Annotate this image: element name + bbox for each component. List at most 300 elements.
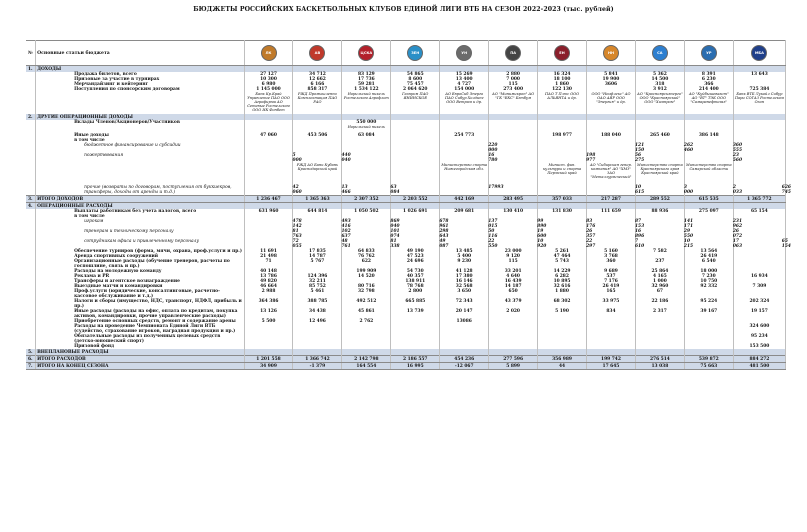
club-logo-icon: МБА xyxy=(751,45,767,61)
table-cell: 2 317 xyxy=(635,309,684,319)
table-cell: 49 087 xyxy=(391,239,440,249)
table-cell: 1 000 xyxy=(635,279,684,284)
table-cell: 198 977 xyxy=(538,153,587,163)
table-cell: 3 650 xyxy=(440,289,489,299)
header-num: № xyxy=(26,41,36,66)
table-cell: 27 127 xyxy=(244,72,293,77)
table-cell: 5 500 xyxy=(244,319,293,324)
club-header-9 xyxy=(684,41,733,66)
table-cell: 2 762 xyxy=(342,319,391,324)
table-cell: 231 962 xyxy=(684,219,733,229)
table-cell: 7 176 xyxy=(587,279,636,284)
table-cell: Норильский никель xyxy=(342,125,391,133)
club-header-7 xyxy=(587,41,636,66)
table-cell xyxy=(733,163,785,185)
table-cell xyxy=(244,143,293,153)
table-cell: 122 130 xyxy=(538,87,587,92)
table-cell: 131 830 xyxy=(538,209,587,214)
table-cell: 324 600 xyxy=(733,324,785,334)
table-cell: 3 912 xyxy=(635,87,684,92)
table-cell xyxy=(489,163,538,185)
table-cell: 858 317 xyxy=(293,87,342,92)
table-cell: 622 xyxy=(342,259,391,269)
table-cell: 63 084 xyxy=(342,185,391,196)
table-cell: 298 643 xyxy=(391,229,440,239)
table-cell: 202 324 xyxy=(733,299,785,309)
table-cell: 42 060 xyxy=(244,185,293,196)
table-cell xyxy=(391,334,440,344)
table-cell: 5 743 xyxy=(538,259,587,269)
table-cell xyxy=(587,324,636,334)
table-cell: 9 120 xyxy=(489,254,538,259)
row-label: Мерчандайзинг и кейтеринг xyxy=(36,82,244,87)
row-label xyxy=(36,125,244,133)
table-cell: 3 768 xyxy=(587,254,636,259)
table-cell: 95 234 xyxy=(733,334,785,344)
row-label: Трансферы и агентское вознаграждение xyxy=(36,279,244,284)
table-cell: 644 814 xyxy=(293,209,342,214)
row-number xyxy=(26,239,36,249)
table-cell: 10 215 xyxy=(635,239,684,249)
table-cell: 15 269 xyxy=(440,72,489,77)
table-cell: 199 742 xyxy=(587,356,636,363)
row-label: Призовой фонд xyxy=(36,344,244,349)
table-cell: 16 896 xyxy=(587,229,636,239)
table-cell: 72 343 xyxy=(440,299,489,309)
table-row xyxy=(26,309,786,319)
table-cell: 19 600 xyxy=(489,229,538,239)
club-header-0 xyxy=(244,41,293,66)
table-cell: 85 752 xyxy=(293,284,342,289)
row-label: Приобретение основных средств, ремонт и содержание арены xyxy=(36,319,244,324)
club-logo-icon: УР xyxy=(701,45,717,61)
table-cell: 214 400 xyxy=(684,87,733,92)
table-cell: 17 835 xyxy=(293,249,342,254)
table-cell: РЖД Промышленно Комплектация ПАО РАО xyxy=(293,92,342,114)
table-cell: 834 xyxy=(587,309,636,319)
row-label: бюджетное финансирование и субсидии xyxy=(36,143,244,153)
row-number xyxy=(26,153,36,163)
table-cell: АО ЕвроСиб Энерго ПАО Сибур Холдинг ООО Ветрам и др. xyxy=(440,92,489,114)
table-cell: 47 523 xyxy=(391,254,440,259)
table-cell: 478 142 xyxy=(244,219,293,229)
table-cell: 22 297 xyxy=(538,239,587,249)
table-cell: 9 230 xyxy=(440,259,489,269)
table-cell: 10 300 xyxy=(244,77,293,82)
row-number xyxy=(26,185,36,196)
club-header-5 xyxy=(489,41,538,66)
table-cell xyxy=(538,143,587,153)
table-cell: 454 236 xyxy=(440,356,489,363)
club-logo-icon: ЛК xyxy=(261,45,277,61)
table-cell xyxy=(684,324,733,334)
table-cell: 283 495 xyxy=(489,196,538,203)
table-cell: 265 460 xyxy=(635,133,684,138)
table-cell: 276 514 xyxy=(635,356,684,363)
table-cell xyxy=(391,324,440,334)
table-cell: 29 550 xyxy=(635,229,684,239)
table-cell: 273 400 xyxy=(489,87,538,92)
row-label: тренерам и техническому персоналу xyxy=(36,229,244,239)
table-row xyxy=(26,229,786,239)
table-cell: 13 739 xyxy=(391,309,440,319)
table-cell: 48 761 xyxy=(293,239,342,249)
club-logo-icon: ЗЕН xyxy=(407,45,423,61)
table-cell: 25 864 xyxy=(635,269,684,274)
table-cell: 154 000 xyxy=(440,87,489,92)
table-cell: 14 187 xyxy=(489,284,538,289)
table-cell: 63 084 xyxy=(342,133,391,138)
table-cell: 81 763 xyxy=(244,229,293,239)
row-label: в том числе xyxy=(36,214,244,219)
table-cell: ООО "Неофлекс" АО ОАО АЯР ООО "Энергия" и др. xyxy=(587,92,636,114)
table-cell: 2 988 xyxy=(244,289,293,299)
table-cell: 49 190 xyxy=(391,249,440,254)
table-cell: 1 145 000 xyxy=(244,87,293,92)
table-cell: 13086 xyxy=(440,319,489,324)
table-cell: 23 000 xyxy=(489,249,538,254)
club-header-4 xyxy=(440,41,489,66)
table-cell xyxy=(684,334,733,344)
table-cell: 537 xyxy=(587,274,636,279)
table-cell xyxy=(684,125,733,133)
table-cell: 17 645 xyxy=(587,363,636,370)
table-cell: 493 416 xyxy=(293,219,342,229)
table-cell: 10 920 xyxy=(489,239,538,249)
row-label xyxy=(36,92,244,114)
table-cell: 19 157 xyxy=(733,309,785,319)
table-cell: 81 338 xyxy=(342,239,391,249)
club-header-6 xyxy=(538,41,587,66)
table-cell: Банк Кр.Край Управление ПАО ООО Агрофирма АО Сетевые Ростелеком ООО ИК Фонбет xyxy=(244,92,293,114)
club-logo-icon: АВ xyxy=(309,45,325,61)
table-cell xyxy=(538,324,587,334)
table-cell: 13 786 xyxy=(244,274,293,279)
row-label: Выездные матчи и командировки xyxy=(36,284,244,289)
table-cell: 115 xyxy=(489,82,538,87)
table-row xyxy=(26,153,786,163)
table-cell: 1 050 502 xyxy=(342,209,391,214)
table-cell: 80 716 xyxy=(342,284,391,289)
table-cell: 92 332 xyxy=(684,284,733,289)
table-cell: 481 500 xyxy=(733,363,785,370)
club-logo-icon: ПА xyxy=(505,45,521,61)
row-number: 7. xyxy=(26,363,36,370)
row-number xyxy=(26,229,36,239)
table-cell: 7 582 xyxy=(635,249,684,254)
row-label: пожертвования xyxy=(36,153,244,163)
table-cell: 631 960 xyxy=(244,209,293,214)
row-label: Продажа билетов, всего xyxy=(36,72,244,77)
table-cell: 39 167 xyxy=(684,309,733,319)
table-cell: 20 147 xyxy=(440,309,489,319)
row-label: ВНЕПЛАНОВЫЕ РАСХОДЫ xyxy=(36,349,244,356)
row-number xyxy=(26,324,36,334)
table-cell: 65 154 xyxy=(733,209,785,214)
table-cell: 356 989 xyxy=(538,356,587,363)
table-cell: 2 800 xyxy=(391,289,440,299)
table-cell: АО "Минимикрон" АО "ГК "ЕКС" Бэтбум xyxy=(489,92,538,114)
table-cell: 16 439 xyxy=(489,279,538,284)
row-number xyxy=(26,219,36,229)
row-label: Иные расходы (расходы на офис, оплата по кредитам, покупка активов, командировки, прочие управленческие расходы) xyxy=(36,309,244,319)
table-cell: 8 600 xyxy=(391,77,440,82)
table-cell: 17 736 xyxy=(342,77,391,82)
table-cell: 17 063 xyxy=(684,239,733,249)
table-cell: 360 xyxy=(587,259,636,269)
table-cell: 7 309 xyxy=(733,284,785,289)
table-cell: 884 272 xyxy=(733,356,785,363)
table-cell: 22 186 xyxy=(635,299,684,309)
table-cell xyxy=(538,125,587,133)
table-cell: 22 550 xyxy=(440,239,489,249)
table-cell: 32 568 xyxy=(440,284,489,289)
table-cell: 83 129 xyxy=(342,72,391,77)
row-label: Организационные расходы (обучение тренеров, расчеты по госпошлине, связь и пр.) xyxy=(36,259,244,269)
table-row xyxy=(26,219,786,229)
table-cell xyxy=(635,324,684,334)
table-cell xyxy=(342,143,391,153)
table-cell xyxy=(391,143,440,153)
club-logo-icon: УН xyxy=(456,45,472,61)
table-cell: 1 201 558 xyxy=(244,356,293,363)
table-cell: 11 691 xyxy=(244,249,293,254)
table-row xyxy=(26,92,786,114)
row-label: Поступления по спонсорским договорам xyxy=(36,87,244,92)
table-cell: 26 072 xyxy=(684,229,733,239)
table-cell: 2 142 798 xyxy=(342,356,391,363)
table-row xyxy=(26,125,786,133)
table-cell: 318 xyxy=(635,82,684,87)
table-cell: 2 203 552 xyxy=(391,196,440,203)
table-cell: 13 466 xyxy=(293,185,342,196)
table-cell: 217 287 xyxy=(587,196,636,203)
table-cell: 2 307 352 xyxy=(342,196,391,203)
table-row xyxy=(26,143,786,153)
table-cell: 26 419 xyxy=(587,284,636,289)
table-cell: 626 745 xyxy=(733,185,785,196)
table-cell: 386 148 xyxy=(684,133,733,138)
table-cell: 10 895 xyxy=(538,279,587,284)
table-cell: 440 040 xyxy=(293,153,342,163)
table-row xyxy=(26,324,786,334)
table-cell: 65 154 xyxy=(733,239,785,249)
row-label: прочие (возвраты по договорам, поступления от буккиекров, трансферы, доходы от аренды и т.д.) xyxy=(36,185,244,196)
table-cell: 76 762 xyxy=(342,254,391,259)
club-header-1 xyxy=(293,41,342,66)
table-row xyxy=(26,196,786,203)
table-cell: 67 xyxy=(635,289,684,299)
table-cell: 87 153 xyxy=(587,219,636,229)
table-cell: 83 176 xyxy=(538,219,587,229)
table-cell: 124 396 xyxy=(293,274,342,279)
table-cell: 102 637 xyxy=(293,229,342,239)
club-header-3 xyxy=(391,41,440,66)
table-cell xyxy=(587,334,636,344)
table-cell: РЖД АО Банк Кубань Краснодарский край xyxy=(293,163,342,185)
table-header-row xyxy=(26,41,786,66)
table-cell: 2 033 xyxy=(684,185,733,196)
row-number: 2. xyxy=(26,114,36,120)
table-cell: 16 780 xyxy=(440,153,489,163)
row-label: Аренда спортивных сооружений xyxy=(36,254,244,259)
table-cell: 47 464 xyxy=(538,254,587,259)
table-cell: 26 419 xyxy=(684,254,733,259)
table-cell: 615 535 xyxy=(684,196,733,203)
table-cell: 14 229 xyxy=(538,269,587,274)
table-cell: 277 596 xyxy=(489,356,538,363)
row-number: 5. xyxy=(26,349,36,356)
table-cell: 12 496 xyxy=(293,319,342,324)
table-cell: 33 201 xyxy=(489,269,538,274)
table-cell: 1 365 363 xyxy=(293,196,342,203)
table-cell: 492 512 xyxy=(342,299,391,309)
table-cell: 650 xyxy=(489,289,538,299)
table-cell: 88 936 xyxy=(635,209,684,214)
row-number xyxy=(26,92,36,114)
table-cell: 14 787 xyxy=(293,254,342,259)
row-label: ИТОГО ДОХОДОВ xyxy=(36,196,244,203)
row-label: Проф.услуги (юридические, консалтинговые, расчетно-кассовое обслуживание и т.д.) xyxy=(36,289,244,299)
table-cell: 5 190 xyxy=(538,309,587,319)
table-cell: 357 033 xyxy=(538,196,587,203)
row-number xyxy=(26,143,36,153)
row-number xyxy=(26,309,36,319)
table-cell: 5 000 xyxy=(244,153,293,163)
row-number xyxy=(26,334,36,344)
table-cell xyxy=(489,334,538,344)
row-label: Налоги и сборы (имущество, НДС, транспорт, НДФЛ, прибыль и пр.) xyxy=(36,299,244,309)
table-cell: ПАО Т Плюс ООО АЛЬЯНТА и др. xyxy=(538,92,587,114)
table-cell: 869 040 xyxy=(342,219,391,229)
table-cell: 137 015 xyxy=(440,219,489,229)
table-cell: 453 506 xyxy=(293,133,342,138)
table-cell: 2 020 xyxy=(489,309,538,319)
row-label: Расходы на проведение Чемпионата Единой Лиги ВТБ (судейство, страхование игроков, наградная продукция и пр.) xyxy=(36,324,244,334)
table-cell: 111 659 xyxy=(587,209,636,214)
table-cell: 209 681 xyxy=(440,209,489,214)
table-cell: 21 498 xyxy=(244,254,293,259)
club-header-8 xyxy=(635,41,684,66)
table-cell: 2 880 xyxy=(489,72,538,77)
table-cell: 550 000 xyxy=(342,120,391,125)
table-cell xyxy=(391,125,440,133)
table-cell xyxy=(733,125,785,133)
table-cell: 59 281 xyxy=(342,82,391,87)
table-cell: АО "Красноярскэнерго" ООО "Красноярский" ООО "Химпром" xyxy=(635,92,684,114)
table-cell: 50 116 xyxy=(440,229,489,239)
row-number: 6. xyxy=(26,356,36,363)
table-cell: 262 460 xyxy=(635,143,684,153)
table-cell xyxy=(440,125,489,133)
table-cell: 13 564 xyxy=(684,249,733,254)
table-cell: 442 169 xyxy=(440,196,489,203)
table-cell: 5 767 xyxy=(293,259,342,269)
table-cell: 165 xyxy=(587,289,636,299)
table-cell: 2 186 557 xyxy=(391,356,440,363)
table-cell xyxy=(489,324,538,334)
row-label: ДОХОДЫ xyxy=(36,66,244,73)
table-cell: 665 885 xyxy=(391,299,440,309)
table-row xyxy=(26,289,786,299)
row-number: 3. xyxy=(26,196,36,203)
table-cell xyxy=(733,259,785,269)
table-cell: Министерство спорта Нижегородская обл. xyxy=(440,163,489,185)
table-cell xyxy=(342,334,391,344)
table-cell xyxy=(538,334,587,344)
table-cell: 254 773 xyxy=(440,133,489,138)
table-cell: 10 750 xyxy=(684,279,733,284)
table-row xyxy=(26,334,786,344)
table-cell: 678 961 xyxy=(391,219,440,229)
table-cell: 13 643 xyxy=(733,72,785,77)
table-cell: 95 224 xyxy=(684,299,733,309)
row-number xyxy=(26,125,36,133)
table-cell: 5 461 xyxy=(293,289,342,299)
table-cell: 539 872 xyxy=(684,356,733,363)
table-cell: АО "Сибирская генер. компания" АО "ХМЗ" ЗАО "Металлургический" xyxy=(587,163,636,185)
row-label: Вклады Членов/Акционеров/Участников xyxy=(36,120,244,125)
table-cell: 41 128 xyxy=(440,269,489,274)
table-cell: 78 768 xyxy=(391,284,440,289)
row-number xyxy=(26,299,36,309)
table-cell: 13 038 xyxy=(635,363,684,370)
table-cell xyxy=(244,125,293,133)
table-cell: 43 379 xyxy=(489,299,538,309)
table-cell: 7 000 xyxy=(489,77,538,82)
table-cell xyxy=(684,289,733,299)
table-cell: 1 860 xyxy=(538,82,587,87)
table-cell: 5 400 xyxy=(440,254,489,259)
table-cell: Норильский никель Ростелеком Аэрофлот xyxy=(342,92,391,114)
table-cell xyxy=(391,153,440,163)
table-cell xyxy=(293,324,342,334)
table-cell: 1 534 122 xyxy=(342,87,391,92)
table-cell xyxy=(440,324,489,334)
table-cell: 14 520 xyxy=(342,274,391,279)
club-header-10 xyxy=(733,41,785,66)
table-cell: 1 026 691 xyxy=(391,209,440,214)
table-cell: 10 615 xyxy=(587,185,636,196)
table-cell: 71 xyxy=(244,259,293,269)
row-number xyxy=(26,163,36,185)
table-cell: 130 410 xyxy=(489,209,538,214)
table-cell: 7 610 xyxy=(587,239,636,249)
table-cell xyxy=(244,334,293,344)
table-cell: 32 798 xyxy=(342,289,391,299)
table-cell: Банк ВТБ Лукойл Сибур Пари СОГАЗ Ростелеком Озон xyxy=(733,92,785,114)
table-cell: Минист. фин. культуры и спорта Пермский край xyxy=(538,163,587,185)
table-cell: 34 712 xyxy=(293,72,342,77)
table-cell: 360 555 xyxy=(684,143,733,153)
table-cell: 16 146 xyxy=(440,279,489,284)
table-cell xyxy=(293,334,342,344)
table-cell: 14 500 xyxy=(635,77,684,82)
table-cell: 32 616 xyxy=(538,284,587,289)
table-cell xyxy=(293,143,342,153)
table-cell: 4 640 xyxy=(489,274,538,279)
club-logo-icon: ЦСКА xyxy=(358,45,374,61)
table-cell xyxy=(635,334,684,344)
table-cell: 72 055 xyxy=(244,239,293,249)
table-cell: 13 400 xyxy=(440,77,489,82)
row-label: ИТОГО РАСХОДОВ xyxy=(36,356,244,363)
row-label: Выплаты работникам без учета налогов, всего xyxy=(36,209,244,214)
table-cell: 24 696 xyxy=(391,259,440,269)
table-cell: 5 841 xyxy=(587,72,636,77)
table-row xyxy=(26,185,786,196)
table-cell: 33 975 xyxy=(587,299,636,309)
